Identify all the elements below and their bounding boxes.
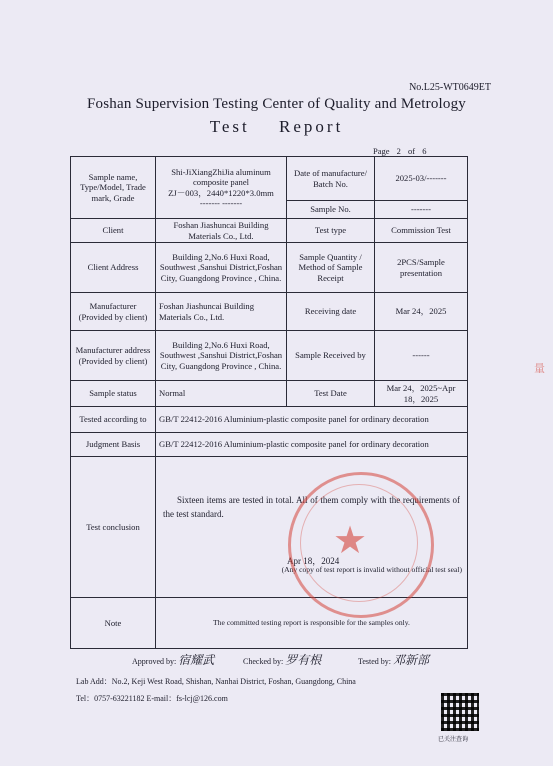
judgment-basis-label: Judgment Basis xyxy=(71,433,156,457)
conclusion-text: Sixteen items are tested in total. All of them comply with the requirements of the test standard. xyxy=(163,495,460,520)
report-number: No.L25-WT0649ET xyxy=(409,82,491,93)
sample-name-line: Shi-JiXiangZhiJia aluminum composite panel xyxy=(171,167,271,188)
note-label: Note xyxy=(71,598,156,649)
checked-label: Checked by: xyxy=(243,657,284,666)
date-manufacture-value: 2025-03/------- xyxy=(375,157,468,201)
sample-name-label: Sample name, Type/Model, Trade mark, Grade xyxy=(71,157,156,219)
sample-qty-value: 2PCS/Sample presentation xyxy=(375,243,468,293)
conclusion-date: Apr 18，2024 xyxy=(287,555,340,566)
sample-status-label: Sample status xyxy=(71,381,156,407)
sample-model-line: ZJ－003，2440*1220*3.0mm xyxy=(168,187,274,198)
sample-status-value: Normal xyxy=(156,381,287,407)
tested-according-label: Tested according to xyxy=(71,407,156,433)
tested-label: Tested by: xyxy=(358,657,391,666)
lab-address: Lab Add：No.2, Keji West Road, Shishan, Nanhai District, Foshan, Guangdong, China xyxy=(76,677,356,686)
page-total: 6 xyxy=(422,146,427,156)
approved-signature: 宿耀武 xyxy=(178,653,215,667)
receiving-date-value: Mar 24，2025 xyxy=(375,293,468,331)
checked-by xyxy=(243,651,321,668)
sample-name-value xyxy=(156,157,287,219)
sample-qty-label: Sample Quantity / Method of Sample Receipt xyxy=(287,243,375,293)
edge-seal-fragment: 量 xyxy=(534,363,545,375)
test-date-label: Test Date xyxy=(287,381,375,407)
sample-received-by-value: ------ xyxy=(375,331,468,381)
test-date-value: Mar 24，2025~Apr 18，2025 xyxy=(375,381,468,407)
judgment-basis-value: GB/T 22412-2016 Aluminium-plastic composite panel for ordinary decoration xyxy=(156,433,468,457)
seal-star-icon: ★ xyxy=(333,520,368,562)
qr-label: 已关注查询 xyxy=(438,737,469,743)
qr-code-icon[interactable] xyxy=(441,693,479,731)
tested-by xyxy=(358,651,429,668)
checked-signature: 罗有根 xyxy=(285,653,322,667)
page-title: Foshan Supervision Testing Center of Quality and Metrology xyxy=(87,96,466,112)
approved-label: Approved by: xyxy=(132,657,177,666)
conclusion-label: Test conclusion xyxy=(71,457,156,598)
page-indicator xyxy=(373,146,427,156)
client-address-value: Building 2,No.6 Huxi Road, Southwest ,Sanshui District,Foshan City, Guangdong Province , China. xyxy=(156,243,287,293)
manufacturer-address-value: Building 2,No.6 Huxi Road, Southwest ,Sanshui District,Foshan City, Guangdong Province , China. xyxy=(156,331,287,381)
page-label: Page xyxy=(373,146,390,156)
client-address-label: Client Address xyxy=(71,243,156,293)
page-number: 2 xyxy=(396,146,401,156)
tested-signature: 邓新部 xyxy=(393,653,430,667)
conclusion-note: (Any copy of test report is invalid without official test seal) xyxy=(281,565,462,575)
page-of: of xyxy=(408,146,416,156)
client-label: Client xyxy=(71,219,156,243)
tested-according-value: GB/T 22412-2016 Aluminium-plastic composite panel for ordinary decoration xyxy=(156,407,468,433)
sample-no-label: Sample No. xyxy=(287,201,375,219)
test-type-value: Commission Test xyxy=(375,219,468,243)
test-type-label: Test type xyxy=(287,219,375,243)
date-manufacture-label: Date of manufacture/ Batch No. xyxy=(287,157,375,201)
approved-by xyxy=(132,651,214,668)
manufacturer-value: Foshan Jiashuncai Building Materials Co., Ltd. xyxy=(156,293,287,331)
note-text: The committed testing report is responsible for the samples only. xyxy=(156,598,468,649)
sample-no-value: ------- xyxy=(375,201,468,219)
manufacturer-address-label: Manufacturer address (Provided by client) xyxy=(71,331,156,381)
sample-grade-line: ------- ------- xyxy=(199,197,243,208)
sample-received-by-label: Sample Received by xyxy=(287,331,375,381)
contact-info: Tel：0757-63221182 E-mail：fs-lcj@126.com xyxy=(76,694,228,703)
report-subtitle: Test Report xyxy=(209,117,344,136)
receiving-date-label: Receiving date xyxy=(287,293,375,331)
manufacturer-label: Manufacturer (Provided by client) xyxy=(71,293,156,331)
client-value: Foshan Jiashuncai Building Materials Co., Ltd. xyxy=(156,219,287,243)
